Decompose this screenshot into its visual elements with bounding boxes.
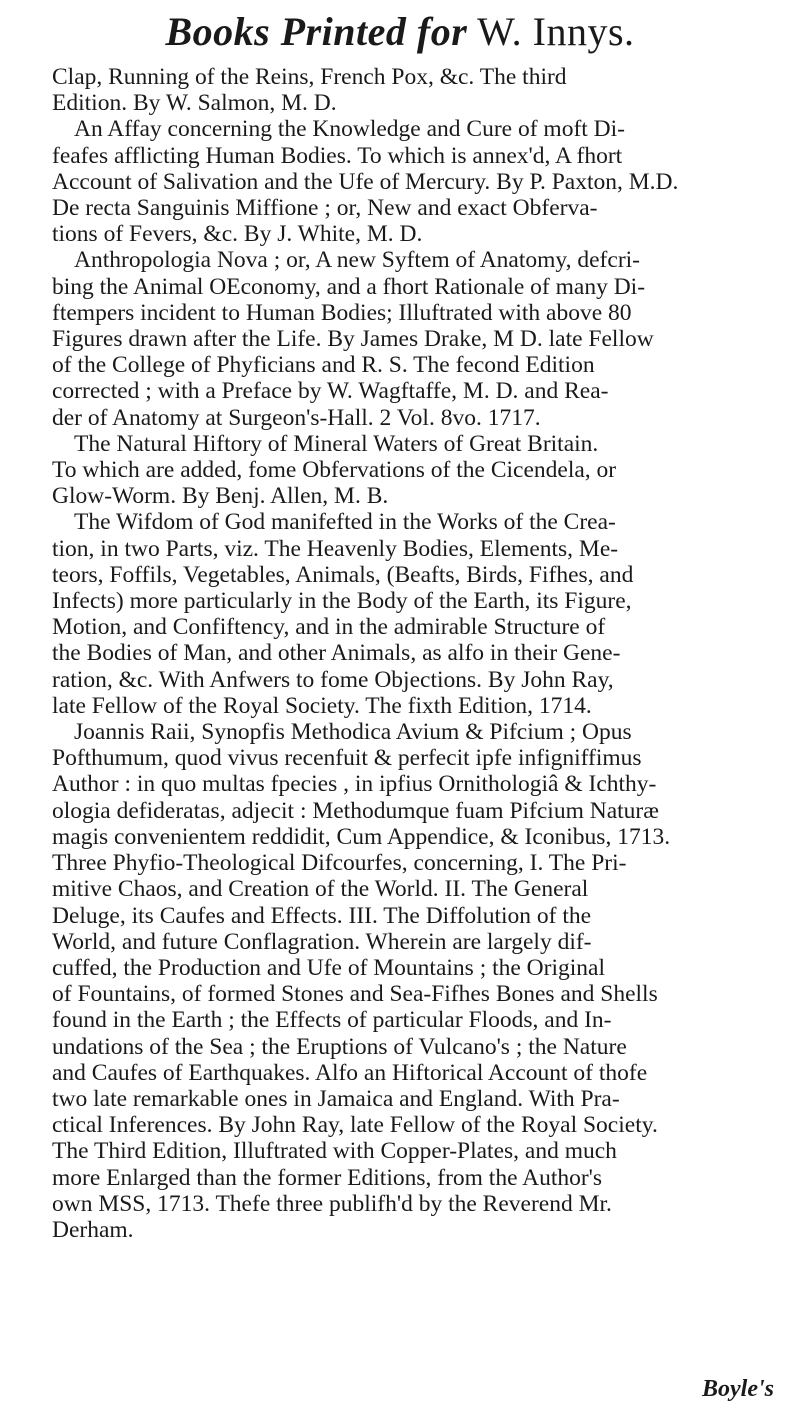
- text-line: An Affay concerning the Knowledge and Cure of moft Di-: [74, 116, 626, 143]
- text-line: tions of Fevers, &c. By J. White, M. D.: [52, 221, 423, 248]
- text-line: magis convenientem reddidit, Cum Appendice, & Iconibus, 1713.: [52, 823, 671, 850]
- text-line: Clap, Running of the Reins, French Pox, &c. The third: [52, 64, 567, 90]
- text-line: of Fountains, of formed Stones and Sea-Fifhes Bones and Shells: [52, 981, 658, 1008]
- text-line: and Caufes of Earthquakes. Alfo an Hiftorical Account of thofe: [52, 1059, 648, 1086]
- text-line: late Fellow of the Royal Society. The fixth Edition, 1714.: [52, 692, 592, 719]
- text-line: Figures drawn after the Life. By James Drake, M D. late Fellow: [52, 326, 654, 353]
- text-line: Motion, and Confiftency, and in the admirable Structure of: [52, 614, 606, 641]
- text-line: Derham.: [52, 1216, 134, 1243]
- text-line: To which are added, fome Obfervations of the Cicendela, or: [52, 457, 617, 484]
- text-line: The Natural Hiftory of Mineral Waters of Great Britain.: [74, 430, 599, 457]
- text-line: World, and future Conflagration. Wherein are largely dif-: [52, 928, 592, 955]
- text-line: ologia defideratas, adjecit : Methodumque fuam Pifcium Naturæ: [52, 797, 659, 824]
- text-line: der of Anatomy at Surgeon's-Hall. 2 Vol. 8vo. 1717.: [52, 404, 541, 431]
- text-line: Pofthumum, quod vivus recenfuit & perfecit ipfe infigniffimus: [52, 745, 642, 772]
- text-line: Edition. By W. Salmon, M. D.: [52, 90, 337, 117]
- text-line: mitive Chaos, and Creation of the World. II. The General: [52, 876, 589, 903]
- text-line: more Enlarged than the former Editions, from the Author's: [52, 1164, 603, 1191]
- text-line: Author : in quo multas fpecies , in ipfius Ornithologiâ & Ichthy-: [52, 771, 657, 798]
- text-line: teors, Foffils, Vegetables, Animals, (Beafts, Birds, Fifhes, and: [52, 561, 634, 588]
- text-line: Glow-Worm. By Benj. Allen, M. B.: [52, 483, 389, 510]
- text-line: Joannis Raii, Synopfis Methodica Avium & Pifcium ; Opus: [74, 719, 632, 746]
- text-line: two late remarkable ones in Jamaica and England. With Pra-: [52, 1085, 620, 1112]
- text-line: Anthropologia Nova ; or, A new Syftem of Anatomy, defcri-: [74, 247, 640, 274]
- header-publisher: W. Innys.: [467, 9, 635, 54]
- text-line: Deluge, its Caufes and Effects. III. The Diffolution of the: [52, 902, 592, 929]
- text-line: cuffed, the Production and Ufe of Mountains ; the Original: [52, 954, 605, 981]
- text-line: the Bodies of Man, and other Animals, as alfo in their Gene-: [52, 640, 621, 667]
- text-line: own MSS, 1713. Thefe three publifh'd by the Reverend Mr.: [52, 1190, 612, 1217]
- header-books-printed-for: Books Printed for: [165, 9, 468, 54]
- text-line: bing the Animal OEconomy, and a fhort Rationale of many Di-: [52, 273, 646, 300]
- text-line: Infects) more particularly in the Body of the Earth, its Figure,: [52, 588, 632, 615]
- text-line: tion, in two Parts, viz. The Heavenly Bodies, Elements, Me-: [52, 535, 619, 562]
- catchword: Boyle's: [702, 1376, 774, 1402]
- text-line: De recta Sanguinis Miffione ; or, New and exact Obferva-: [52, 195, 598, 222]
- text-line: found in the Earth ; the Effects of particular Floods, and In-: [52, 1007, 612, 1034]
- text-line: corrected ; with a Preface by W. Wagftaffe, M. D. and Rea-: [52, 378, 609, 405]
- text-line: feafes afflicting Human Bodies. To which is annex'd, A fhort: [52, 142, 623, 169]
- text-line: Three Phyfio-Theological Difcourfes, concerning, I. The Pri-: [52, 850, 627, 877]
- text-line: The Wifdom of God manifefted in the Works of the Crea-: [74, 509, 616, 536]
- text-line: ftempers incident to Human Bodies; Illuftrated with above 80: [52, 299, 632, 326]
- text-line: of the College of Phyficians and R. S. The fecond Edition: [52, 352, 595, 379]
- text-line: Account of Salivation and the Ufe of Mercury. By P. Paxton, M.D.: [52, 168, 679, 195]
- page-header: [0, 6, 800, 58]
- text-line: ctical Inferences. By John Ray, late Fellow of the Royal Society.: [52, 1112, 658, 1139]
- catalogue-text: [52, 64, 782, 1243]
- text-line: The Third Edition, Illuftrated with Copper-Plates, and much: [52, 1138, 617, 1165]
- text-line: undations of the Sea ; the Eruptions of Vulcano's ; the Nature: [52, 1033, 627, 1060]
- text-line: ration, &c. With Anfwers to fome Objections. By John Ray,: [52, 666, 614, 693]
